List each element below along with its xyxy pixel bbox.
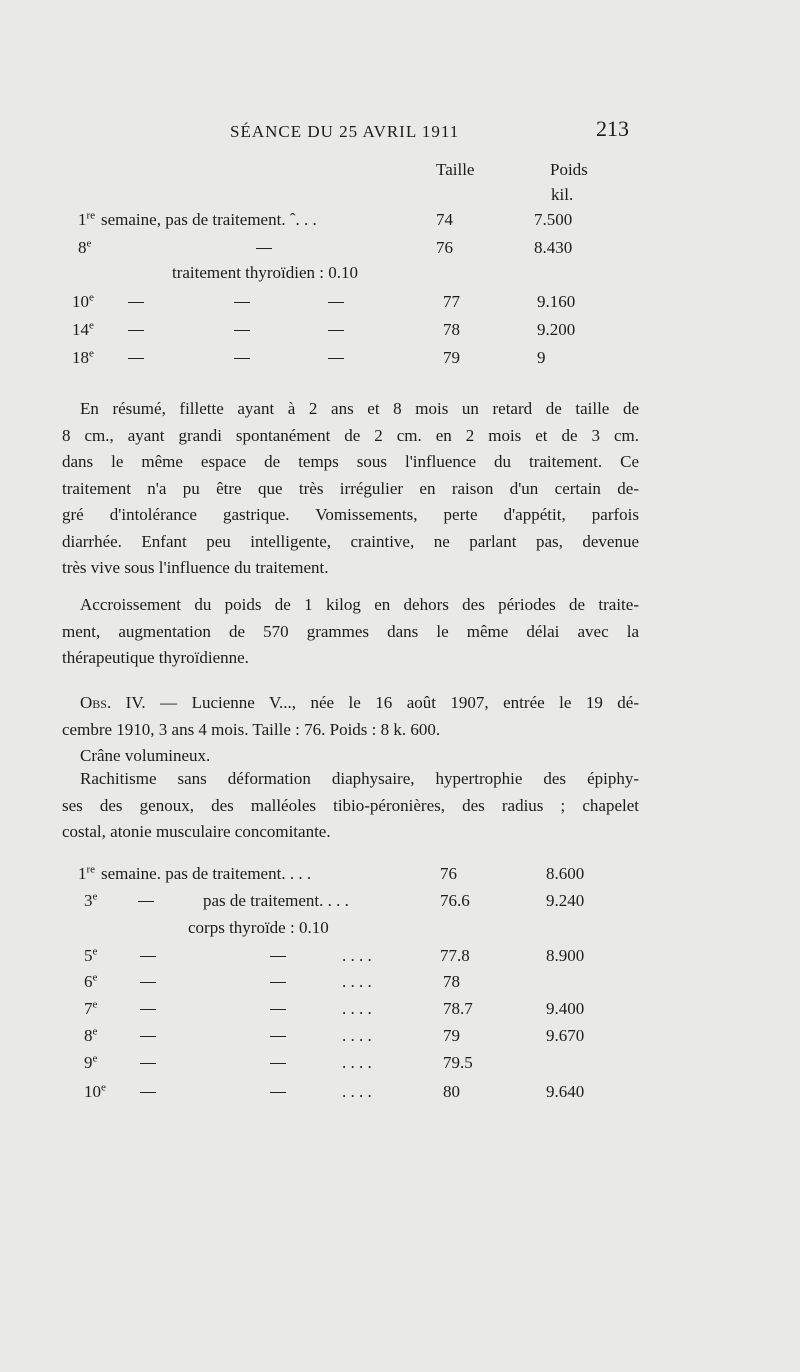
running-header: SÉANCE DU 25 AVRIL 1911 <box>230 122 460 141</box>
ditto-dash <box>270 982 286 983</box>
ditto-dash <box>270 1036 286 1037</box>
table-cell-poids: 9.240 <box>546 891 585 910</box>
table-row-week: 8e <box>78 237 92 257</box>
ditto-dash <box>270 1063 286 1064</box>
table-cell-taille: 74 <box>436 210 453 229</box>
table-row-week: 8e <box>84 1025 98 1045</box>
table-cell-taille: 76 <box>436 238 453 257</box>
treatment-note: corps thyroïde : 0.10 <box>188 918 329 937</box>
table-row-dots: . . . . <box>342 1053 372 1072</box>
table-cell-poids: 9.200 <box>537 320 576 339</box>
ditto-dash <box>234 302 250 303</box>
treatment-note: traitement thyroïdien : 0.10 <box>172 263 359 282</box>
ditto-dash <box>140 982 156 983</box>
table-row-label: pas de traitement. . . . <box>203 891 349 910</box>
ditto-dash <box>138 901 154 902</box>
table-row-week: 1re <box>78 209 96 229</box>
table-cell-poids: 7.500 <box>534 210 573 229</box>
table-row-dots: . . . . <box>342 1026 372 1045</box>
column-header-taille: Taille <box>436 160 475 179</box>
table-row-week: 6e <box>84 971 98 991</box>
table-cell-poids: 8.900 <box>546 946 585 965</box>
weight-paragraph: Accroissement du poids de 1 kilog en dehors des périodes de traite- ment, augmentation de 570 grammes dans le même délai avec la thérapeutique thyroïdienne. <box>62 595 639 667</box>
table-row-week: 5e <box>84 945 98 965</box>
table-cell-taille: 78 <box>443 320 460 339</box>
ditto-dash <box>270 956 286 957</box>
table-row-dots: . . . . <box>342 1082 372 1101</box>
table-cell-taille: 77.8 <box>440 946 470 965</box>
table-cell-taille: 78.7 <box>443 999 473 1018</box>
ditto-dash <box>328 302 344 303</box>
ditto-dash <box>140 1063 156 1064</box>
table-cell-taille: 79 <box>443 1026 460 1045</box>
table-cell-taille: 78 <box>443 972 460 991</box>
table-row-week: 10e <box>84 1081 106 1101</box>
ditto-dash <box>270 1092 286 1093</box>
table-cell-taille: 76.6 <box>440 891 470 910</box>
ditto-dash <box>128 302 144 303</box>
ditto-dash <box>234 358 250 359</box>
table-row-label: semaine, pas de traitement. ˆ. . . <box>101 210 317 229</box>
table-cell-poids: 9.160 <box>537 292 576 311</box>
crane-line: Crâne volumineux. <box>80 746 211 765</box>
ditto-dash <box>328 358 344 359</box>
observation-paragraph: Obs. IV. — Lucienne V..., née le 16 août 1907, entrée le 19 dé- cembre 1910, 3 ans 4 mois. Taille : 76. Poids : 8 k. 600. Crâne volumineux. <box>62 690 639 770</box>
page-number: 213 <box>596 116 629 141</box>
table-cell-taille: 80 <box>443 1082 460 1101</box>
ditto-dash <box>270 1009 286 1010</box>
table-cell-taille: 79 <box>443 348 460 367</box>
table-cell-poids: 9.640 <box>546 1082 585 1101</box>
table-row-week: 14e <box>72 319 94 339</box>
table-row-week: 18e <box>72 347 94 367</box>
observation-label: Obs. IV. <box>80 693 146 712</box>
table-row-week: 10e <box>72 291 94 311</box>
table-cell-taille: 76 <box>440 864 457 883</box>
rachitisme-paragraph: Rachitisme sans déformation diaphysaire, hypertrophie des épiphy- ses des genoux, des malléoles tibio-péronières, des radius ; chapelet costal, atonie musculaire concomitante. <box>62 769 639 841</box>
table-row-dots: . . . . <box>342 946 372 965</box>
ditto-dash <box>234 330 250 331</box>
table-row-week: 9e <box>84 1052 98 1072</box>
ditto-dash <box>140 1092 156 1093</box>
table-row-label: semaine. pas de traitement. . . . <box>101 864 312 883</box>
table-row-week: 7e <box>84 998 98 1018</box>
ditto-dash <box>140 1009 156 1010</box>
table-cell-poids: 9.670 <box>546 1026 585 1045</box>
table-row-dots: . . . . <box>342 972 372 991</box>
column-header-poids-unit: kil. <box>551 185 574 204</box>
table-row-week: 1re <box>78 863 96 883</box>
ditto-dash <box>128 330 144 331</box>
table-row-dots: . . . . <box>342 999 372 1018</box>
summary-paragraph: En résumé, fillette ayant à 2 ans et 8 mois un retard de taille de 8 cm., ayant grandi spontanément de 2 cm. en 2 mois et de 3 cm. dans le même espace de temps sous l'influence du traitement. Ce traitement n'a pu être que très irrégulier en raison d'un certain de- gré d'intolérance gastrique. Vomissements, perte d'appétit, parfois diarrhée. Enfant peu intelligente, craintive, ne parlant pas, devenue très vive sous l'influence du traitement. <box>62 399 639 577</box>
ditto-dash <box>256 248 272 249</box>
column-header-poids: Poids <box>550 160 588 179</box>
ditto-dash <box>140 956 156 957</box>
table-cell-poids: 9.400 <box>546 999 585 1018</box>
table-row-week: 3e <box>84 890 98 910</box>
table-cell-taille: 79.5 <box>443 1053 473 1072</box>
table-cell-taille: 77 <box>443 292 460 311</box>
table-cell-poids: 8.600 <box>546 864 585 883</box>
table-cell-poids: 8.430 <box>534 238 573 257</box>
ditto-dash <box>128 358 144 359</box>
ditto-dash <box>328 330 344 331</box>
ditto-dash <box>140 1036 156 1037</box>
table-cell-poids: 9 <box>537 348 546 367</box>
